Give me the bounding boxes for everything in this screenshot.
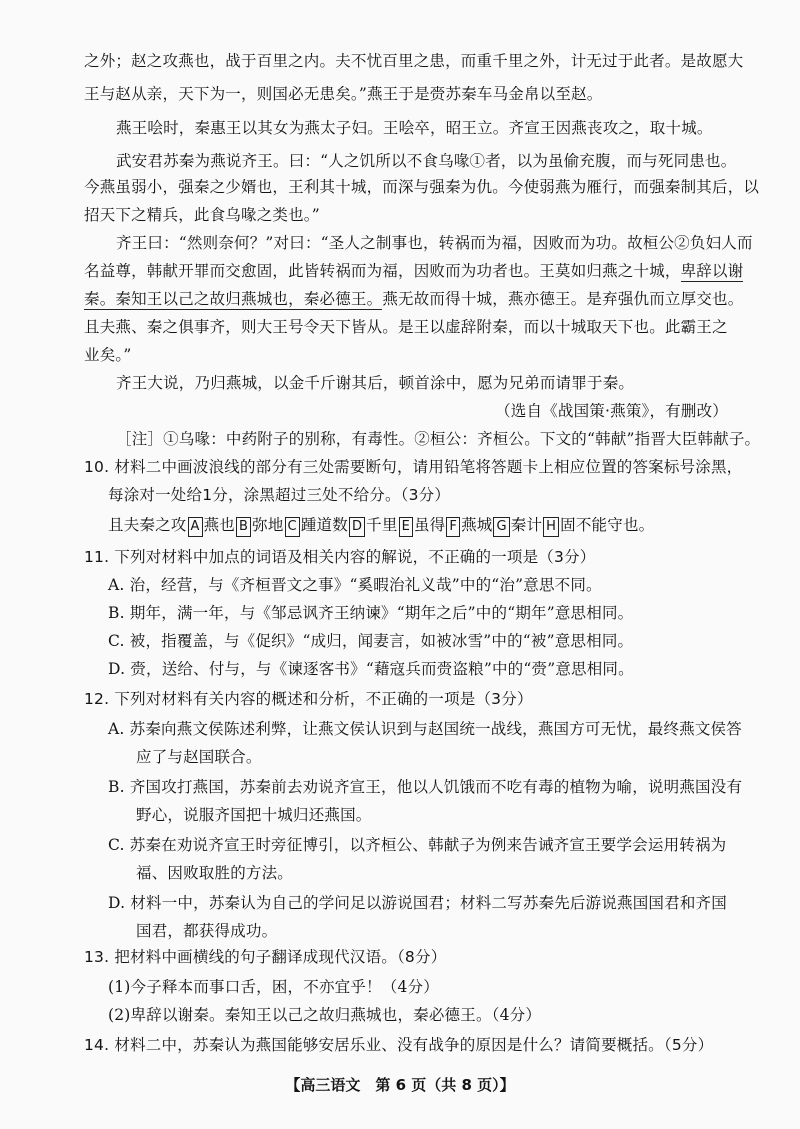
q11-option-b: B. 期年，满一年，与《邹忌讽齐王纳谏》“期年之后”中的“期年”意思相同。 bbox=[108, 604, 634, 622]
q13-sentence-2: (2)卑辞以谢秦。秦知王以己之故归燕城也，秦必德王。（4分） bbox=[108, 1006, 542, 1024]
passage-line: 今燕虽弱小，强秦之少婿也，王利其十城，而深与强秦为仇。今使弱燕为雁行，而强秦制其后，以 bbox=[84, 178, 760, 196]
answer-box-c[interactable]: C bbox=[285, 517, 300, 537]
passage-line bbox=[84, 260, 744, 282]
q10-stem-cont: 每涂对一处给1分，涂黑超过三处不给分。（3分） bbox=[108, 486, 451, 504]
passage-line: 齐王大说，乃归燕城，以金千斤谢其后，顿首涂中，愿为兄弟而请罪于秦。 bbox=[116, 374, 635, 392]
q10-segment: 踵道数 bbox=[300, 516, 348, 534]
q12-option-c: C. 苏秦在劝说齐宣王时旁征博引，以齐桓公、韩献子为例来告诫齐宣王要学会运用转祸为 bbox=[108, 836, 727, 854]
q13-stem: 13. 把材料中画横线的句子翻译成现代汉语。（8分） bbox=[84, 948, 447, 966]
passage-line: 齐王曰：“然则奈何？”对曰：“圣人之制事也，转祸而为福，因败而为功。故桓公②负妇人而 bbox=[116, 234, 753, 252]
passage-line: 之外；赵之攻燕也，战于百里之内。夫不忧百里之患，而重千里之外，计无过于此者。是故愿大 bbox=[84, 52, 744, 70]
q12-option-d-cont: 国君，都获得成功。 bbox=[136, 922, 278, 940]
q12-option-b: B. 齐国攻打燕国，苏秦前去劝说齐宣王，他以人饥饿而不吃有毒的植物为喻，说明燕国没有 bbox=[108, 778, 743, 796]
q10-segment: 燕也 bbox=[203, 516, 236, 534]
q10-sentence bbox=[108, 514, 728, 537]
passage-text: 名益尊，韩献开罪而交愈固，此皆转祸而为福，因败而为功者也。王莫如归燕之十城， bbox=[84, 262, 681, 280]
q12-option-d: D. 材料一中，苏秦认为自己的学问足以游说国君；材料二写苏秦先后游说燕国国君和齐国 bbox=[108, 894, 727, 912]
q10-segment: 秦计 bbox=[510, 516, 543, 534]
q10-stem: 10. 材料二中画波浪线的部分有三处需要断句，请用铅笔将答题卡上相应位置的答案标号涂黑， bbox=[84, 458, 743, 476]
answer-box-g[interactable]: G bbox=[493, 517, 509, 537]
passage-line: 招天下之精兵，此食乌喙之类也。” bbox=[84, 206, 320, 224]
q10-segment: 千里 bbox=[366, 516, 398, 534]
page-footer: 【高三语文 第 6 页（共 8 页）】 bbox=[285, 1076, 515, 1094]
answer-box-e[interactable]: E bbox=[399, 517, 413, 537]
passage-line: 武安君苏秦为燕说齐王。曰：“人之饥所以不食乌喙①者，以为虽偷充腹，而与死同患也。 bbox=[116, 152, 737, 170]
q11-option-a: A. 治，经营，与《齐桓晋文之事》“奚暇治礼义哉”中的“治”意思不同。 bbox=[108, 576, 602, 594]
q11-option-d: D. 赍，送给、付与，与《谏逐客书》“藉寇兵而赍盗粮”中的“赍”意思相同。 bbox=[108, 660, 634, 678]
passage-line: 王与赵从亲，天下为一，则国必无患矣。”燕王于是赍苏秦车马金帛以至赵。 bbox=[84, 85, 603, 103]
passage-text: 燕无故而得十城，燕亦德王。是弃强仇而立厚交也。 bbox=[382, 290, 744, 308]
underlined-sentence: 秦。秦知王以己之故归燕城也，秦必德王。 bbox=[84, 290, 383, 308]
q10-segment: 燕城 bbox=[461, 516, 493, 534]
q11-stem: 11. 下列对材料中加点的词语及相关内容的解说，不正确的一项是（3分） bbox=[84, 548, 596, 566]
passage-line bbox=[84, 288, 744, 310]
answer-box-f[interactable]: F bbox=[446, 517, 460, 537]
q10-segment: 弥地 bbox=[252, 516, 284, 534]
q12-option-a-cont: 应了与赵国联合。 bbox=[136, 748, 262, 766]
q12-option-b-cont: 野心，说服齐国把十城归还燕国。 bbox=[136, 806, 372, 824]
passage-line: 燕王哙时，秦惠王以其女为燕太子妇。王哙卒，昭王立。齐宣王因燕丧攻之，取十城。 bbox=[116, 119, 713, 137]
q13-sentence-1: (1)今子释本而事口舌，困，不亦宜乎！（4分） bbox=[108, 978, 439, 996]
q14-stem: 14. 材料二中，苏秦认为燕国能够安居乐业、没有战争的原因是什么？请简要概括。（5分） bbox=[84, 1036, 714, 1054]
answer-box-a[interactable]: A bbox=[188, 517, 203, 537]
q10-segment: 固不能守也。 bbox=[560, 516, 655, 534]
q12-stem: 12. 下列对材料有关内容的概述和分析，不正确的一项是（3分） bbox=[84, 690, 533, 708]
q10-segment: 虽得 bbox=[413, 516, 446, 534]
answer-box-b[interactable]: B bbox=[236, 517, 251, 537]
q11-option-c: C. 被，指覆盖，与《促织》“成归，闻妻言，如被冰雪”中的“被”意思相同。 bbox=[108, 632, 634, 650]
source-citation: （选自《战国策·燕策》，有删改） bbox=[495, 402, 728, 420]
answer-box-h[interactable]: H bbox=[543, 517, 559, 537]
answer-box-d[interactable]: D bbox=[349, 517, 365, 537]
passage-line: 业矣。” bbox=[84, 346, 132, 364]
passage-line: 且夫燕、秦之俱事齐，则大王号令天下皆从。是王以虚辞附秦，而以十城取天下也。此霸王之 bbox=[84, 318, 728, 336]
underlined-sentence: 卑辞以谢 bbox=[680, 262, 744, 280]
q12-option-c-cont: 福、因败取胜的方法。 bbox=[136, 864, 294, 882]
q12-option-a: A. 苏秦向燕文侯陈述利弊，让燕文侯认识到与赵国统一战线，燕国方可无忧，最终燕文侯答 bbox=[108, 720, 742, 738]
q10-segment: 且夫秦之攻 bbox=[108, 516, 187, 534]
annotation-note: ［注］①乌喙：中药附子的别称，有毒性。②桓公：齐桓公。下文的“韩献”指晋大臣韩献子。 bbox=[116, 430, 761, 448]
